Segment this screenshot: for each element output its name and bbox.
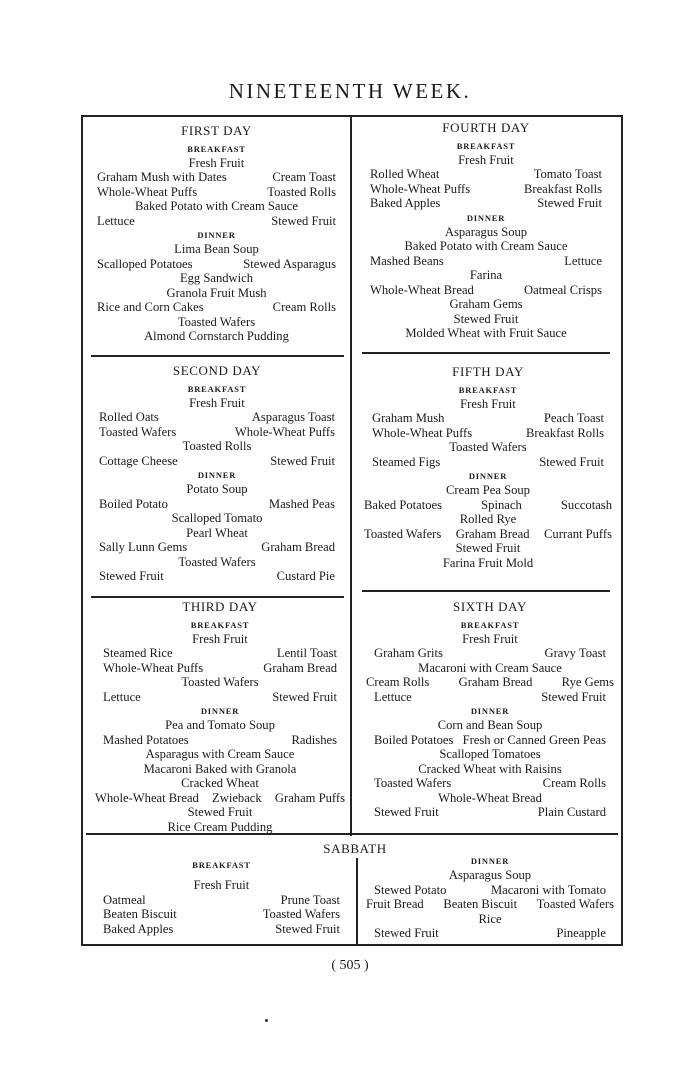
menu-item: Whole-Wheat Puffs (370, 181, 471, 196)
menu-item: Lettuce (103, 689, 141, 704)
sabbath-dinner-row (366, 897, 614, 912)
menu-item: Stewed Fruit (453, 311, 519, 326)
menu-item: Beaten Biscuit (443, 897, 518, 911)
dinner-row (95, 791, 345, 806)
divider-fourth-fifth (362, 352, 610, 354)
dinner-row (362, 268, 610, 283)
breakfast-row (89, 214, 344, 229)
menu-item: Steamed Rice (103, 646, 173, 660)
menu-item: Fresh Fruit (462, 631, 518, 646)
menu-item: Whole-Wheat Bread (370, 282, 474, 297)
menu-item: Stewed Fruit (271, 213, 336, 228)
day-title: THIRD DAY (182, 599, 258, 614)
dinner-row (91, 555, 343, 570)
menu-item: Stewed Asparagus (243, 256, 336, 271)
breakfast-row (89, 156, 344, 171)
menu-item: Breakfast Rolls (526, 425, 604, 440)
menu-item: Baked Apples (370, 196, 441, 210)
menu-item: Cracked Wheat (181, 776, 259, 790)
menu-item: Toasted Rolls (182, 439, 252, 453)
menu-item: Stewed Fruit (537, 196, 602, 210)
menu-item: Stewed Fruit (275, 921, 340, 936)
menu-item: Fresh Fruit (193, 878, 250, 892)
dinner-row (364, 498, 612, 513)
day-title: FIFTH DAY (452, 364, 524, 379)
breakfast-label: BREAKFAST (460, 619, 520, 630)
menu-item: Baked Potato with Cream Sauce (135, 199, 298, 213)
breakfast-row (366, 675, 614, 690)
menu-item: Cream Rolls (542, 776, 606, 790)
breakfast-row (362, 182, 610, 197)
breakfast-row (362, 153, 610, 168)
menu-item: Toasted Wafers (449, 440, 527, 454)
dinner-row (89, 315, 344, 330)
menu-item: Toasted Wafers (262, 907, 340, 921)
menu-item: Beaten Biscuit (103, 907, 177, 921)
menu-item: Succotash (560, 497, 612, 512)
breakfast-row (362, 167, 610, 182)
menu-item: Sally Lunn Gems (99, 540, 188, 554)
breakfast-row (364, 455, 612, 470)
menu-item: Whole-Wheat Puffs (372, 425, 473, 440)
menu-item: Asparagus Toast (251, 410, 335, 424)
menu-item: Plain Custard (537, 805, 606, 819)
menu-item: Spinach (481, 497, 522, 512)
breakfast-row (89, 170, 344, 185)
sabbath-dinner-row (366, 883, 614, 898)
menu-item: Prune Toast (280, 892, 340, 907)
sabbath-breakfast-menu (95, 858, 348, 936)
menu-item: Baked Apples (103, 921, 174, 936)
menu-item: Rolled Wheat (370, 167, 440, 181)
menu-item: Fresh Fruit (188, 155, 245, 170)
menu-item: Graham Bread (261, 540, 335, 554)
menu-item: Asparagus with Cream Sauce (145, 747, 295, 761)
menu-item: Custard Pie (276, 569, 335, 583)
day-title: SIXTH DAY (453, 599, 527, 614)
sabbath-breakfast-row (95, 907, 348, 922)
dinner-row (91, 526, 343, 541)
day-title: SECOND DAY (172, 363, 262, 378)
menu-item: Stewed Potato (374, 882, 447, 897)
dinner-row (364, 541, 612, 556)
menu-item: Macaroni with Cream Sauce (418, 660, 562, 675)
dinner-row (89, 329, 344, 344)
dinner-row (366, 791, 614, 806)
menu-item: Pineapple (556, 926, 606, 940)
dinner-row (362, 312, 610, 327)
menu-item: Cream Toast (272, 170, 336, 184)
menu-item: Whole-Wheat Bread (438, 790, 542, 805)
second-day-menu (91, 364, 343, 584)
dinner-row (366, 747, 614, 762)
menu-item: Fresh Fruit (460, 396, 516, 411)
menu-item: Stewed Fruit (187, 805, 253, 819)
dinner-row (362, 239, 610, 254)
dinner-row (95, 776, 345, 791)
menu-item: Lettuce (564, 253, 602, 268)
dinner-row (95, 718, 345, 733)
menu-item: Stewed Fruit (272, 689, 337, 704)
breakfast-row (91, 439, 343, 454)
breakfast-label: BREAKFAST (190, 619, 250, 630)
menu-item: Tomato Toast (533, 167, 602, 181)
dinner-row (366, 733, 614, 748)
menu-item: Graham Mush with Dates (97, 170, 227, 184)
breakfast-label: BREAKFAST (458, 384, 518, 395)
menu-item: Corn and Bean Soup (437, 718, 543, 732)
menu-item: Breakfast Rolls (524, 181, 602, 196)
day-title: FOURTH DAY (442, 120, 530, 135)
breakfast-label: BREAKFAST (187, 383, 247, 394)
menu-item: Whole-Wheat Puffs (103, 660, 204, 675)
menu-item: Boiled Potato (99, 496, 168, 511)
dinner-row (362, 283, 610, 298)
menu-item: Farina (469, 268, 503, 282)
dinner-row (95, 747, 345, 762)
breakfast-row (364, 440, 612, 455)
breakfast-row (91, 396, 343, 411)
menu-item: Granola Fruit Mush (166, 285, 267, 300)
menu-item: Whole-Wheat Bread (95, 790, 199, 805)
menu-item: Scalloped Tomato (171, 511, 263, 525)
menu-item: Toasted Wafers (178, 554, 256, 569)
breakfast-row (366, 632, 614, 647)
breakfast-row (364, 397, 612, 412)
dinner-row (89, 257, 344, 272)
menu-item: Baked Potato with Cream Sauce (404, 239, 568, 253)
menu-item: Toasted Wafers (177, 314, 256, 329)
menu-item: Stewed Fruit (541, 689, 606, 704)
dinner-row (89, 286, 344, 301)
menu-item: Lettuce (97, 213, 135, 228)
divider-second-third (91, 596, 344, 598)
breakfast-row (364, 426, 612, 441)
menu-item: Egg Sandwich (179, 271, 254, 285)
menu-item: Rice (478, 911, 502, 926)
menu-item: Rolled Rye (459, 512, 517, 526)
breakfast-row (89, 199, 344, 214)
menu-item: Mashed Peas (268, 496, 335, 511)
dinner-label: DINNER (197, 230, 236, 240)
menu-item: Graham Grits (374, 646, 443, 660)
dinner-row (95, 805, 345, 820)
dinner-label: DINNER (200, 706, 240, 716)
dinner-row (89, 242, 344, 257)
sabbath-divider (356, 858, 358, 944)
breakfast-row (95, 675, 345, 690)
menu-item: Scalloped Tomatoes (439, 747, 541, 761)
dinner-row (364, 512, 612, 527)
menu-item: Farina Fruit Mold (442, 555, 534, 570)
page-title: NINETEENTH WEEK. (228, 79, 472, 103)
dinner-row (366, 805, 614, 820)
menu-item: Cream Rolls (272, 300, 336, 314)
breakfast-row (366, 661, 614, 676)
menu-item: Steamed Figs (372, 454, 441, 469)
dinner-row (95, 820, 345, 835)
menu-item: Pearl Wheat (186, 525, 248, 540)
menu-item: Graham Gems (449, 297, 523, 311)
menu-item: Lentil Toast (276, 646, 337, 660)
menu-item: Fresh Fruit (458, 152, 514, 167)
menu-item: Fresh Fruit (189, 395, 245, 410)
dinner-label: DINNER (197, 470, 237, 480)
dinner-row (366, 776, 614, 791)
menu-item: Baked Potatoes (364, 497, 442, 512)
fifth-day-menu (364, 365, 612, 570)
first-day-menu (89, 124, 344, 344)
sabbath-dinner-row (366, 926, 614, 941)
menu-item: Zwieback (212, 790, 262, 805)
breakfast-row (364, 411, 612, 426)
breakfast-row (366, 690, 614, 705)
third-day-menu (95, 600, 345, 834)
dinner-row (91, 497, 343, 512)
breakfast-row (91, 425, 343, 440)
breakfast-row (95, 661, 345, 676)
menu-item: Cracked Wheat with Raisins (418, 761, 562, 776)
menu-item: Cottage Cheese (99, 453, 178, 468)
sabbath-dinner-menu (366, 854, 614, 941)
dinner-label: DINNER (468, 471, 508, 481)
menu-item: Mashed Beans (370, 253, 444, 268)
menu-item: Rye Gems (561, 675, 614, 689)
menu-item: Rolled Oats (99, 410, 159, 424)
menu-item: Almond Cornstarch Pudding (144, 329, 289, 343)
menu-item: Peach Toast (543, 411, 604, 425)
fourth-day-menu (362, 121, 610, 341)
dinner-row (95, 733, 345, 748)
sabbath-breakfast-row (95, 893, 348, 908)
dinner-row (89, 300, 344, 315)
menu-item: Stewed Fruit (374, 926, 439, 940)
menu-item: Stewed Fruit (539, 454, 604, 469)
breakfast-row (91, 410, 343, 425)
dinner-row (91, 540, 343, 555)
dinner-row (362, 297, 610, 312)
menu-item: Stewed Fruit (270, 453, 335, 468)
menu-item: Molded Wheat with Fruit Sauce (405, 326, 567, 340)
breakfast-row (89, 185, 344, 200)
menu-item: Whole-Wheat Puffs (97, 184, 198, 199)
breakfast-label: BREAKFAST (456, 140, 516, 151)
divider-first-second (91, 355, 344, 357)
menu-item: Mashed Potatoes (103, 732, 189, 747)
menu-item: Gravy Toast (544, 646, 606, 660)
menu-item: Fruit Bread (366, 897, 424, 911)
menu-item: Graham Bread (455, 526, 530, 541)
menu-item: Scalloped Potatoes (97, 256, 193, 271)
divider-fifth-sixth (362, 590, 610, 592)
breakfast-row (91, 454, 343, 469)
menu-item: Whole-Wheat Puffs (234, 424, 335, 439)
dinner-row (366, 762, 614, 777)
breakfast-row (362, 196, 610, 211)
menu-item: Toasted Wafers (536, 897, 614, 911)
dinner-label: DINNER (470, 856, 510, 866)
menu-item: Stewed Fruit (455, 541, 521, 555)
dinner-row (89, 271, 344, 286)
menu-item: Oatmeal (103, 892, 146, 907)
dinner-label: DINNER (466, 212, 506, 223)
breakfast-row (95, 632, 345, 647)
dinner-row (362, 225, 610, 240)
menu-item: Cream Pea Soup (446, 483, 530, 497)
menu-item: Lettuce (374, 689, 412, 704)
menu-item: Macaroni Baked with Granola (143, 761, 297, 776)
sixth-day-menu (366, 600, 614, 820)
menu-item: Radishes (291, 732, 337, 747)
menu-item: Toasted Wafers (374, 776, 452, 790)
print-speck (265, 1019, 268, 1022)
breakfast-row (366, 646, 614, 661)
dinner-row (366, 718, 614, 733)
dinner-row (91, 482, 343, 497)
menu-item: Asparagus Soup (444, 224, 528, 239)
menu-item: Oatmeal Crisps (524, 282, 602, 297)
dinner-label: DINNER (470, 706, 510, 716)
dinner-row (362, 326, 610, 341)
menu-item: Asparagus Soup (448, 868, 532, 882)
menu-item: Cream Rolls (366, 675, 430, 689)
menu-item: Toasted Wafers (364, 526, 442, 541)
menu-item: Fresh or Canned Green Peas (462, 732, 606, 747)
sabbath-title-text: SABBATH (323, 841, 387, 856)
dinner-row (362, 254, 610, 269)
menu-item: Rice Cream Pudding (167, 819, 273, 834)
day-title: FIRST DAY (181, 123, 252, 138)
menu-item: Toasted Rolls (267, 184, 336, 199)
menu-item: Fresh Fruit (192, 631, 248, 646)
menu-item: Graham Bread (263, 660, 337, 675)
breakfast-label: BREAKFAST (192, 860, 251, 870)
menu-item: Graham Mush (372, 411, 445, 425)
menu-item: Rice and Corn Cakes (97, 300, 204, 314)
menu-item: Lima Bean Soup (174, 242, 259, 256)
menu-item: Graham Puffs (274, 790, 345, 805)
sabbath-breakfast-row (95, 922, 348, 937)
breakfast-label: BREAKFAST (187, 143, 246, 154)
menu-item: Currant Puffs (544, 526, 612, 541)
dinner-row (364, 527, 612, 542)
column-divider (350, 117, 352, 836)
menu-item: Potato Soup (186, 482, 248, 496)
dinner-row (91, 569, 343, 584)
sabbath-dinner-row (366, 912, 614, 927)
menu-item: Macaroni with Tomato (490, 882, 606, 897)
dinner-row (364, 556, 612, 571)
breakfast-row (95, 646, 345, 661)
menu-item: Boiled Potatoes (374, 732, 454, 747)
menu-item: Toasted Wafers (181, 675, 259, 689)
menu-item: Graham Bread (458, 675, 533, 689)
dinner-row (364, 483, 612, 498)
dinner-row (95, 762, 345, 777)
menu-item: Stewed Fruit (374, 805, 439, 819)
menu-item: Stewed Fruit (99, 569, 164, 583)
sabbath-breakfast-row (95, 878, 348, 893)
dinner-row (91, 511, 343, 526)
page-number: ( 505 ) (331, 958, 369, 973)
menu-item: Pea and Tomato Soup (165, 718, 275, 732)
sabbath-dinner-row (366, 868, 614, 883)
menu-item: Toasted Wafers (99, 424, 177, 439)
breakfast-row (95, 690, 345, 705)
